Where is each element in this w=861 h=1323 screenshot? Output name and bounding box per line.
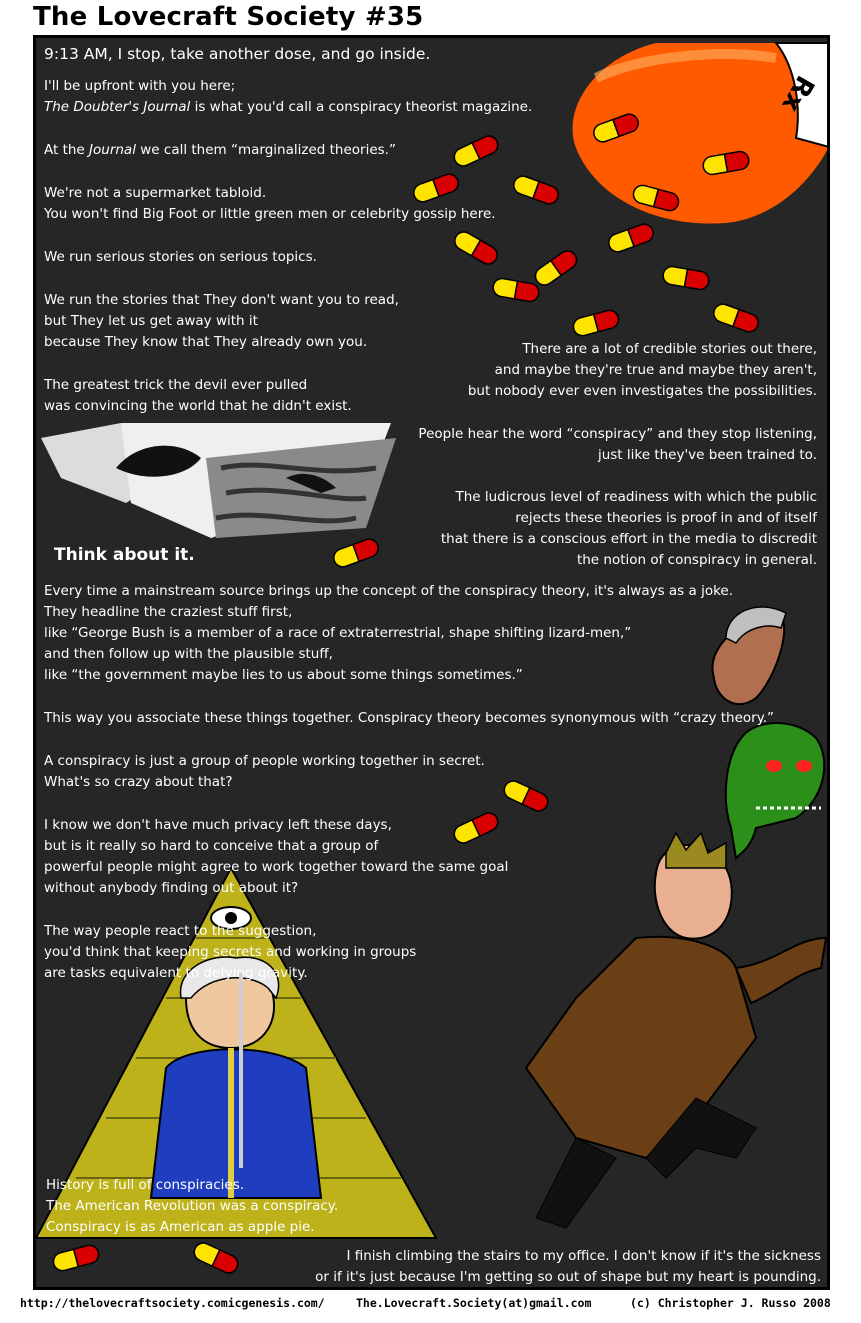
- left-p5-line3: because They know that They already own you.: [44, 334, 368, 350]
- middle-m1-line1: Every time a mainstream source brings up the concept of the conspiracy theory, it's always as a joke.: [44, 583, 734, 599]
- right-r3-line3: that there is a conscious effort in the media to discredit: [440, 531, 817, 547]
- left-p3-line2: You won't find Big Foot or little green men or celebrity gossip here.: [44, 206, 496, 222]
- middle-m4-line3: powerful people might agree to work together toward the same goal: [44, 859, 509, 875]
- middle-m1-line5: like “the government maybe lies to us about some things sometimes.”: [44, 667, 523, 683]
- left-p2: [44, 140, 396, 161]
- middle-m3-line1: A conspiracy is just a group of people working together in secret.: [44, 753, 485, 769]
- middle-m1-line3: like “George Bush is a member of a race of extraterrestrial, shape shifting lizard-men,”: [44, 625, 632, 641]
- pill: [662, 265, 710, 291]
- newspaper-photo-illustration: [41, 423, 396, 538]
- middle-m1-line2: They headline the craziest stuff first,: [44, 604, 293, 620]
- left-p1-line2: [44, 97, 532, 118]
- middle-m4-line4: without anybody finding out about it?: [44, 880, 299, 896]
- left-p6-line2: was convincing the world that he didn't exist.: [44, 398, 352, 414]
- left-p2-post: we call them “marginalized theories.”: [135, 142, 396, 158]
- pill: [191, 1240, 240, 1276]
- middle-m5-line1: The way people react to the suggestion,: [44, 923, 317, 939]
- right-r1-line3: but nobody ever even investigates the possibilities.: [467, 383, 817, 399]
- pill: [511, 174, 560, 207]
- middle-m2: This way you associate these things together. Conspiracy theory becomes synonymous with “crazy theory.”: [44, 710, 775, 726]
- right-r2-line2: just like they've been trained to.: [597, 447, 817, 463]
- left-p5-line1: We run the stories that They don't want you to read,: [44, 292, 399, 308]
- pill: [331, 537, 380, 570]
- middle-m4-line1: I know we don't have much privacy left these days,: [44, 817, 392, 833]
- bottom-line1: I finish climbing the stairs to my office. I don't know if it's the sickness: [346, 1248, 821, 1264]
- pill: [452, 229, 501, 268]
- pill: [571, 308, 620, 337]
- comic-title: The Lovecraft Society #35: [33, 2, 424, 32]
- middle-m1-line4: and then follow up with the plausible stuff,: [44, 646, 333, 662]
- pill: [501, 778, 550, 814]
- left-p1-line2-rest: is what you'd call a conspiracy theorist magazine.: [190, 99, 533, 115]
- left-p3-line1: We're not a supermarket tabloid.: [44, 185, 267, 201]
- history-line2: The American Revolution was a conspiracy.: [46, 1198, 339, 1214]
- right-r3-line2: rejects these theories is proof in and of itself: [515, 510, 817, 526]
- middle-m4-line2: but is it really so hard to conceive that a group of: [44, 838, 379, 854]
- rx-label: Rx: [775, 70, 820, 118]
- footer-credit: (c) Christopher J. Russo 2008: [630, 1296, 831, 1310]
- middle-m5-line3: are tasks equivalent to defying gravity.: [44, 965, 308, 981]
- bottom-line2: or if it's just because I'm getting so out of shape but my heart is pounding.: [315, 1269, 821, 1285]
- footer-url[interactable]: http://thelovecraftsociety.comicgenesis.com/: [20, 1296, 325, 1310]
- pill: [451, 133, 500, 169]
- pill: [451, 810, 500, 846]
- running-man-illustration: [526, 833, 826, 1228]
- right-r3-line1: The ludicrous level of readiness with which the public: [455, 489, 817, 505]
- lizard-man-illustration: [726, 723, 824, 858]
- footer-email[interactable]: The.Lovecraft.Society(at)gmail.com: [356, 1296, 592, 1310]
- pill: [711, 302, 760, 335]
- pill: [411, 172, 460, 205]
- journal-word: Journal: [89, 142, 136, 158]
- comic-panel: [33, 35, 830, 1290]
- left-p5-line2: but They let us get away with it: [44, 313, 258, 329]
- right-r3-line4: the notion of conspiracy in general.: [576, 552, 817, 568]
- middle-m5-line2: you'd think that keeping secrets and working in groups: [44, 944, 417, 960]
- left-p2-pre: At the: [44, 142, 90, 158]
- right-r1-line2: and maybe they're true and maybe they aren't,: [494, 362, 817, 378]
- think-about-it: Think about it.: [54, 545, 195, 565]
- history-line3: Conspiracy is as American as apple pie.: [46, 1219, 315, 1235]
- caption-top: 9:13 AM, I stop, take another dose, and go inside.: [44, 45, 431, 63]
- left-p4: We run serious stories on serious topics.: [44, 249, 317, 265]
- left-p1-line1: I'll be upfront with you here;: [44, 78, 236, 94]
- right-r2-line1: People hear the word “conspiracy” and they stop listening,: [418, 426, 817, 442]
- pill: [492, 277, 540, 303]
- right-r1-line1: There are a lot of credible stories out there,: [522, 341, 817, 357]
- middle-m3-line2: What's so crazy about that?: [44, 774, 233, 790]
- pill: [51, 1243, 100, 1272]
- left-p6-line1: The greatest trick the devil ever pulled: [44, 377, 308, 393]
- pill: [532, 247, 580, 288]
- journal-title: The Doubter's Journal: [44, 99, 191, 115]
- old-man-illustration: [712, 607, 786, 704]
- pill: [606, 222, 655, 255]
- history-line1: History is full of conspiracies.: [46, 1177, 245, 1193]
